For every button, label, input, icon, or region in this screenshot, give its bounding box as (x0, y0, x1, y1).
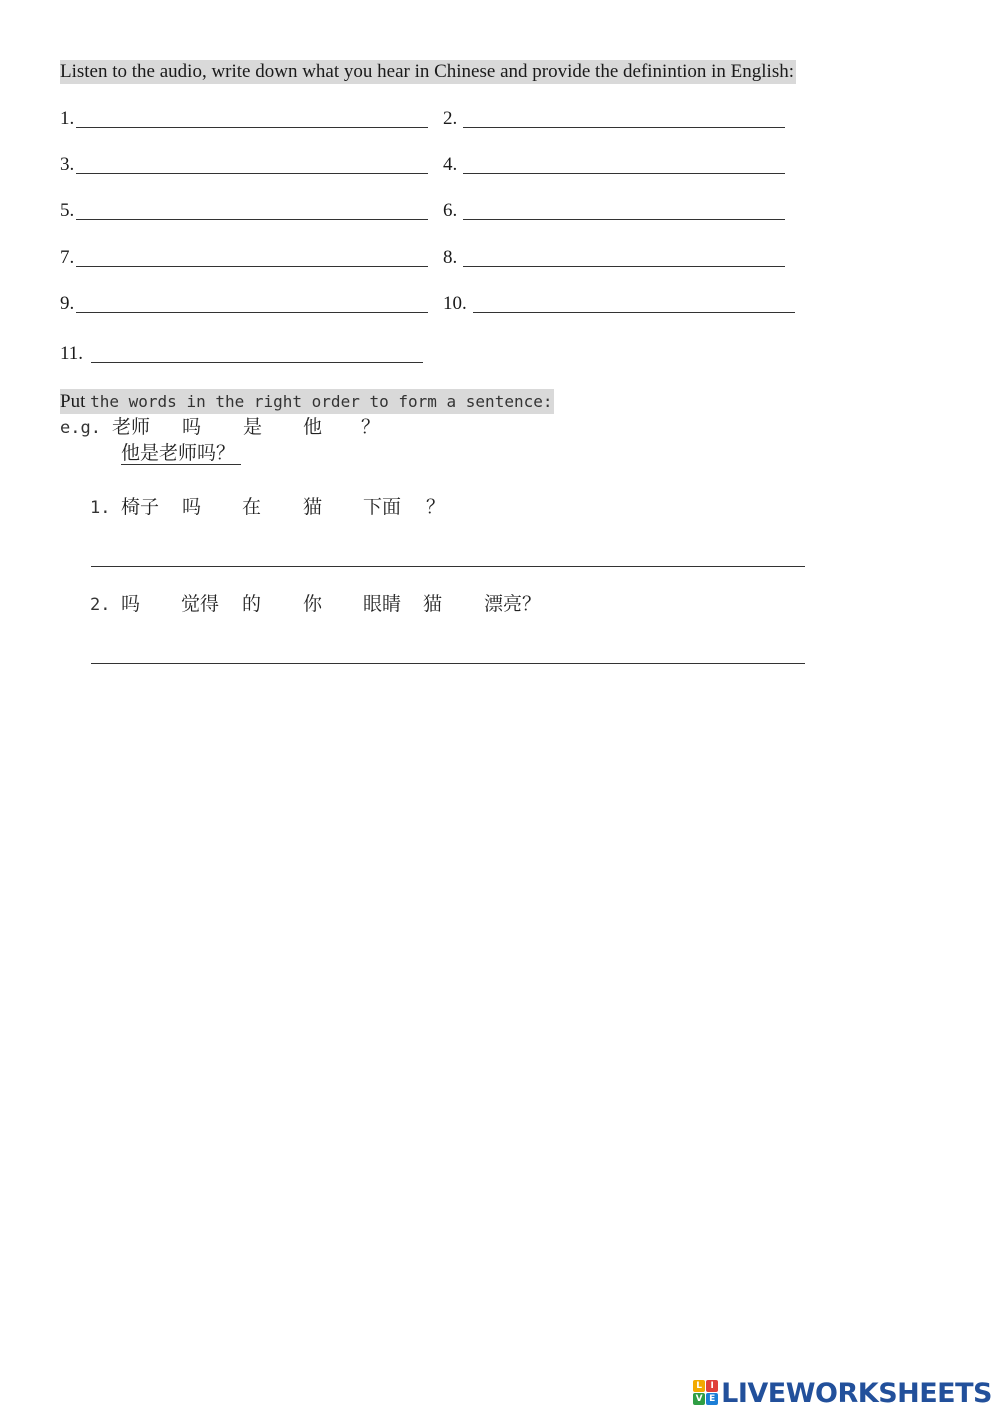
example-word: 老师 (112, 416, 151, 438)
ordering-instruction (60, 389, 554, 414)
item-number-1: 1. (60, 108, 75, 129)
answer-line-3[interactable] (76, 173, 428, 174)
logo-letter-v: V (693, 1393, 705, 1405)
question-word: 椅子 (121, 496, 160, 518)
example-label: e.g. (60, 418, 101, 438)
question-number-2: 2. (90, 595, 111, 615)
example-word: 是 (243, 416, 263, 438)
instruction-put: Put (60, 391, 86, 412)
answer-line-2[interactable] (463, 127, 785, 128)
item-number-4: 4. (443, 154, 458, 175)
item-number-6: 6. (443, 200, 458, 221)
example-answer: 他是老师吗？ (121, 442, 241, 465)
item-number-7: 7. (60, 247, 75, 268)
example-word: 吗 (182, 416, 202, 438)
question-2-row (0, 592, 1000, 616)
example-word: 他 (303, 416, 323, 438)
answer-line-5[interactable] (76, 219, 428, 220)
sentence-answer-line-2[interactable] (91, 663, 805, 664)
question-word: ？ (426, 496, 446, 518)
answer-line-6[interactable] (463, 219, 785, 220)
sentence-answer-line-1[interactable] (91, 566, 805, 567)
answer-line-1[interactable] (76, 127, 428, 128)
answer-line-10[interactable] (473, 312, 795, 313)
answer-line-4[interactable] (463, 173, 785, 174)
listening-instruction: Listen to the audio, write down what you hear in Chinese and provide the definintion in English: (60, 61, 794, 82)
question-word: 觉得 (181, 593, 220, 615)
answer-line-9[interactable] (76, 312, 428, 313)
item-number-5: 5. (60, 200, 75, 221)
logo-mark-icon (693, 1380, 719, 1406)
question-word: 猫 (423, 593, 443, 615)
logo-letter-l: L (693, 1380, 705, 1392)
item-number-9: 9. (60, 293, 75, 314)
logo-letter-e: E (706, 1393, 718, 1405)
instruction-rest: the words in the right order to form a sentence: (90, 392, 553, 411)
answer-line-7[interactable] (76, 266, 428, 267)
question-word: 的 (242, 593, 262, 615)
item-number-10: 10. (443, 293, 467, 314)
question-word: 吗 (121, 593, 141, 615)
item-number-11: 11. (60, 343, 84, 364)
question-word: 漂亮？ (484, 593, 542, 615)
question-word: 眼睛 (363, 593, 402, 615)
example-row (0, 415, 1000, 439)
answer-line-8[interactable] (463, 266, 785, 267)
item-number-8: 8. (443, 247, 458, 268)
answer-line-11[interactable] (91, 362, 423, 363)
question-word: 在 (242, 496, 262, 518)
question-word: 吗 (182, 496, 202, 518)
example-word: ？ (361, 416, 381, 438)
question-word: 你 (303, 593, 323, 615)
liveworksheets-logo[interactable] (693, 1378, 992, 1408)
item-number-2: 2. (443, 108, 458, 129)
question-1-row (0, 495, 1000, 519)
question-word: 下面 (363, 496, 402, 518)
question-word: 猫 (303, 496, 323, 518)
item-number-3: 3. (60, 154, 75, 175)
logo-letter-i: I (706, 1380, 718, 1392)
question-number-1: 1. (90, 498, 111, 518)
logo-text: LIVEWORKSHEETS (721, 1377, 992, 1409)
